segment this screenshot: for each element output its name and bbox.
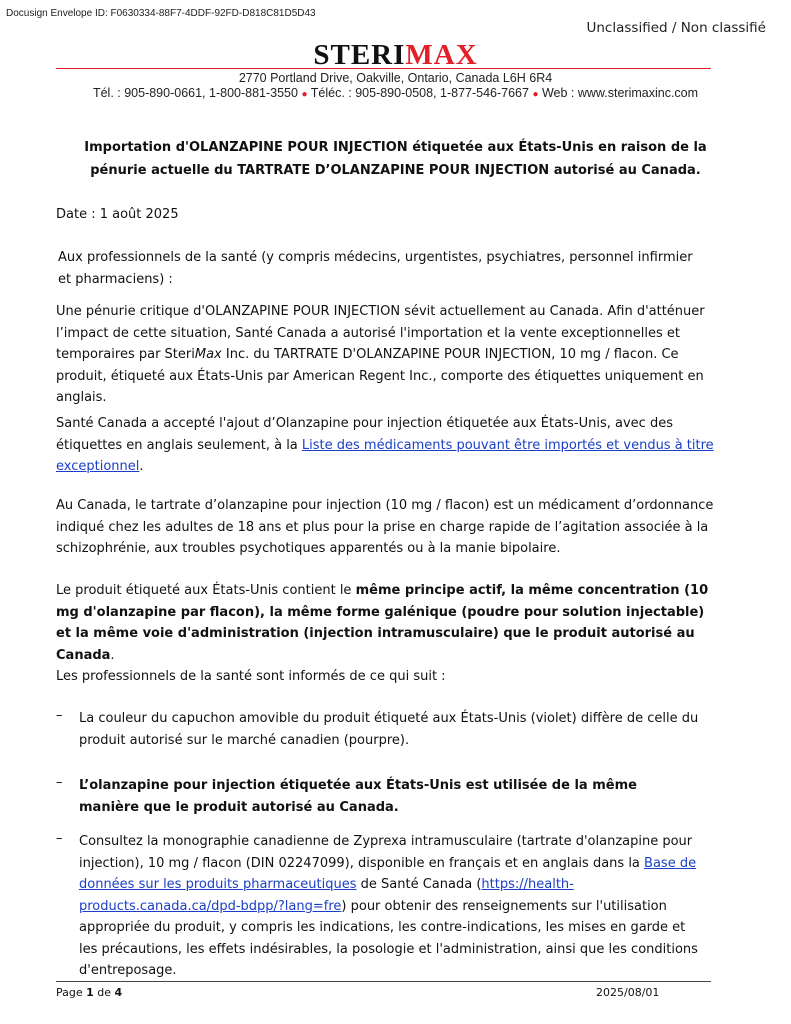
- document-title: [70, 136, 721, 182]
- para4-bold: même principe actif, la même concentration (10 mg d'olanzapine par flacon), la même forme galénique (poudre pour solution injectable) et la même voie d'administration (injection intramusculaire) que le produit autorisé au Canada: [56, 583, 709, 663]
- b3-text: Consultez la monographie canadienne de Zyprexa intramusculaire (tartrate d'olanzapine pour injection), 10 mg / flacon (DIN 02247099), disponible en français et en anglais dans la: [79, 834, 693, 871]
- para4-text: Le produit étiqueté aux États-Unis contient le: [56, 583, 356, 598]
- para1-max: Max: [194, 347, 222, 362]
- b3-text-3: ) pour obtenir des renseignements sur l'utilisation appropriée du produit, y compris les indications, les contre-indications, les mises en garde et les précautions, les effets indésirables, la posologie et l'administration, ainsi que les conditions d'entreposage.: [79, 898, 698, 978]
- salutation: Aux professionnels de la santé (y compris médecins, urgentistes, psychiatres, personnel infirmier et pharmaciens) :: [58, 250, 693, 287]
- company-contact: [0, 86, 791, 100]
- web: Web : www.sterimaxinc.com: [541, 86, 699, 100]
- paragraph-list-acceptance: [56, 413, 716, 478]
- exceptional-import-list-link[interactable]: Liste des médicaments pouvant être importés et vendus à titre exceptionnel: [56, 437, 714, 474]
- page-total: 4: [114, 986, 123, 999]
- para4-end: .: [110, 647, 115, 663]
- fax: Téléc. : 905-890-0508, 1-877-546-7667: [310, 86, 529, 100]
- envelope-id: Docusign Envelope ID: F0630334-88F7-4DDF-92FD-D818C81D5D43: [6, 8, 316, 19]
- para2-text: Santé Canada a accepté l'ajout d’Olanzapine pour injection étiquetée aux États-Unis, avec des étiquettes en anglais seulement, à la: [56, 416, 673, 453]
- page-word: Page: [56, 986, 87, 999]
- dash-icon: –: [56, 775, 63, 790]
- date-line: Date : 1 août 2025: [56, 207, 179, 222]
- para1-text-2: Inc. du TARTRATE D'OLANZAPINE POUR INJECTION, 10 mg / flacon. Ce produit, étiqueté aux États-Unis par American Regent Inc., comporte des étiquettes uniquement en anglais.: [56, 347, 704, 405]
- dash-icon: –: [56, 831, 63, 846]
- company-address: 2770 Portland Drive, Oakville, Ontario, Canada L6H 6R4: [238, 71, 553, 85]
- drug-database-url-link[interactable]: https://health-products.canada.ca/dpd-bdpp/?lang=fre: [79, 877, 574, 914]
- bullet-dot-icon: ●: [532, 89, 539, 100]
- bullet-same-use: L’olanzapine pour injection étiquetée aux États-Unis est utilisée de la même manière que le produit autorisé au Canada.: [79, 778, 637, 815]
- paragraph-equivalence: [56, 580, 716, 666]
- para1-text: Une pénurie critique d'OLANZAPINE POUR INJECTION sévit actuellement au Canada. Afin d'atténuer l’impact de cette situation, Santé Canada a autorisé l'importation et la vente exceptionnelles et temporaires par Steri: [56, 304, 705, 362]
- classification-label: Unclassified / Non classifié: [586, 20, 766, 36]
- drug-database-link[interactable]: Base de données sur les produits pharmaceutiques: [79, 855, 697, 892]
- bullet-monograph: [79, 831, 699, 982]
- footer-divider: [56, 981, 711, 982]
- paragraph-shortage: [56, 301, 716, 409]
- page-of: de: [93, 986, 115, 999]
- dash-icon: –: [56, 708, 63, 723]
- footer-date: 2025/08/01: [596, 986, 660, 999]
- title-line-2: pénurie actuelle du TARTRATE D’OLANZAPINE POUR INJECTION autorisé au Canada.: [90, 163, 701, 178]
- paragraph-indication: Au Canada, le tartrate d’olanzapine pour injection (10 mg / flacon) est un médicament d’ordonnance indiqué chez les adultes de 18 ans et plus pour la prise en charge rapide de l’agitation associée à la schizophrénie, aux troubles psychotiques apparentés ou à la manie bipolaire.: [56, 498, 714, 556]
- bullet-dot-icon: ●: [301, 89, 308, 100]
- title-line-1: Importation d'OLANZAPINE POUR INJECTION étiquetée aux États-Unis en raison de la: [84, 140, 707, 155]
- bullet-cap-color: La couleur du capuchon amovible du produit étiqueté aux États-Unis (violet) diffère de celle du produit autorisé sur le marché canadien (pourpre).: [79, 711, 699, 748]
- paragraph-informed: Les professionnels de la santé sont informés de ce qui suit :: [56, 669, 446, 684]
- tel: Tél. : 905-890-0661, 1-800-881-3550: [92, 86, 298, 100]
- logo-max: MAX: [405, 39, 478, 71]
- page-current: 1: [86, 986, 94, 999]
- b3-text-2: de Santé Canada (: [356, 877, 482, 892]
- page-number: [56, 986, 122, 999]
- header-divider: [56, 68, 711, 69]
- para2-end: .: [139, 459, 144, 474]
- logo-steri: STERI: [313, 39, 406, 71]
- sterimax-logo: [0, 40, 791, 70]
